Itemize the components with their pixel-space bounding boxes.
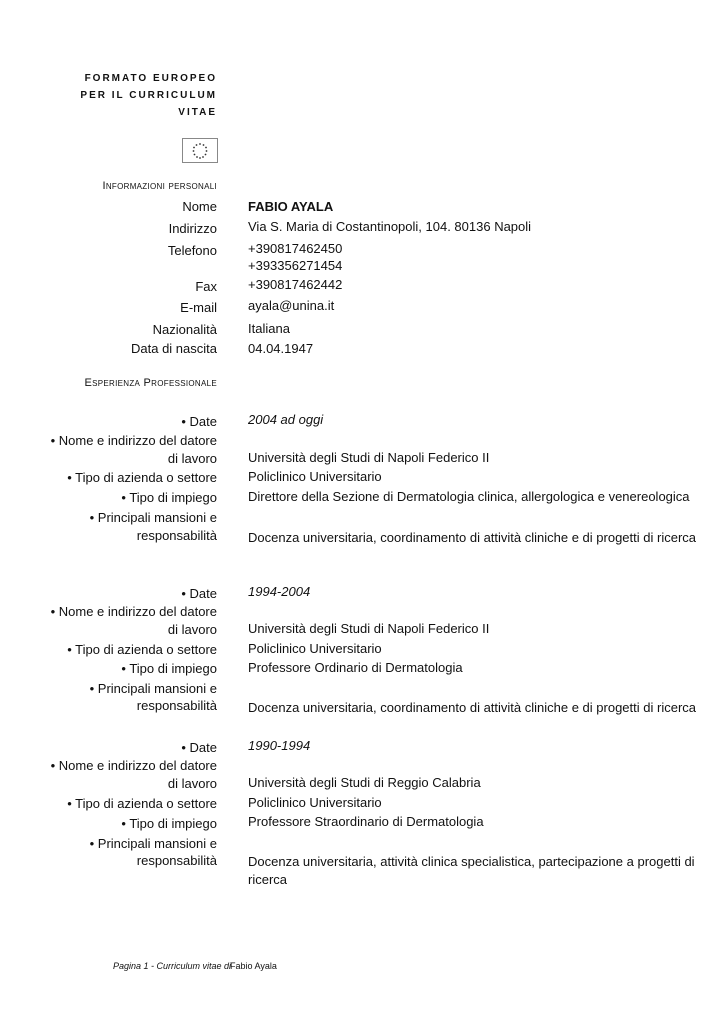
label-date: • Date [181,740,217,755]
value-date: 1990-1994 [248,738,311,753]
value-azienda: Policlinico Universitario [248,795,382,810]
label-nazionalita: Nazionalità [152,322,217,337]
label-date: • Date [181,414,217,429]
label-fax: Fax [195,279,217,294]
value-impiego: Professore Straordinario di Dermatologia [248,814,484,829]
value-mansioni: Docenza universitaria, coordinamento di attività cliniche e di progetti di ricerca [248,530,696,545]
label-tipo-impiego: • Tipo di impiego [121,816,217,831]
label-datore-2: di lavoro [167,622,217,637]
cv-header-line3: VITAE [178,107,217,118]
value-email[interactable]: ayala@unina.it [248,298,335,313]
value-datore: Università degli Studi di Napoli Federico II [248,450,490,465]
value-mansioni-2: ricerca [248,872,288,887]
footer-name: Fabio Ayala [230,961,277,971]
value-telefono-2: +393356271454 [248,258,343,273]
value-indirizzo: Via S. Maria di Costantinopoli, 104. 80136 Napoli [248,219,532,234]
eu-flag-logo [182,138,218,163]
value-telefono-1: +390817462450 [248,241,343,256]
value-nazionalita: Italiana [248,321,290,336]
label-telefono: Telefono [167,243,217,258]
value-impiego: Direttore della Sezione di Dermatologia clinica, allergologica e venereologica [248,489,690,504]
label-date: • Date [181,586,217,601]
label-tipo-impiego: • Tipo di impiego [121,661,217,676]
value-azienda: Policlinico Universitario [248,469,382,484]
section-experience: Esperienza Professionale [84,377,217,389]
label-mansioni-2: responsabilità [136,853,217,868]
label-indirizzo: Indirizzo [168,221,217,236]
cv-header-line1: FORMATO EUROPEO [84,73,217,84]
label-mansioni: • Principali mansioni e [89,510,217,525]
label-nascita: Data di nascita [131,341,217,356]
value-nome: FABIO AYALA [248,199,334,214]
label-tipo-azienda: • Tipo di azienda o settore [67,642,217,657]
value-mansioni: Docenza universitaria, attività clinica specialistica, partecipazione a progetti di [248,854,695,869]
section-personal-info: Informazioni personali [102,180,217,192]
value-impiego: Professore Ordinario di Dermatologia [248,660,463,675]
label-datore: • Nome e indirizzo del datore [50,604,217,619]
label-nome: Nome [182,199,217,214]
label-datore: • Nome e indirizzo del datore [50,433,217,448]
cv-header-line2: PER IL CURRICULUM [80,90,217,101]
value-date: 1994-2004 [248,584,311,599]
label-mansioni: • Principali mansioni e [89,681,217,696]
value-nascita: 04.04.1947 [248,341,314,356]
label-datore-2: di lavoro [167,451,217,466]
value-mansioni: Docenza universitaria, coordinamento di attività cliniche e di progetti di ricerca [248,700,696,715]
label-mansioni-2: responsabilità [136,698,217,713]
value-azienda: Policlinico Universitario [248,641,382,656]
value-datore: Università degli Studi di Reggio Calabria [248,775,481,790]
label-tipo-azienda: • Tipo di azienda o settore [67,796,217,811]
label-tipo-azienda: • Tipo di azienda o settore [67,470,217,485]
value-fax: +390817462442 [248,277,343,292]
label-mansioni: • Principali mansioni e [89,836,217,851]
label-mansioni-2: responsabilità [136,528,217,543]
value-date: 2004 ad oggi [248,412,324,427]
value-datore: Università degli Studi di Napoli Federico II [248,621,490,636]
label-email: E-mail [180,300,217,315]
label-tipo-impiego: • Tipo di impiego [121,490,217,505]
label-datore-2: di lavoro [167,776,217,791]
footer-page: Pagina 1 - Curriculum vitae di [113,961,232,971]
label-datore: • Nome e indirizzo del datore [50,758,217,773]
